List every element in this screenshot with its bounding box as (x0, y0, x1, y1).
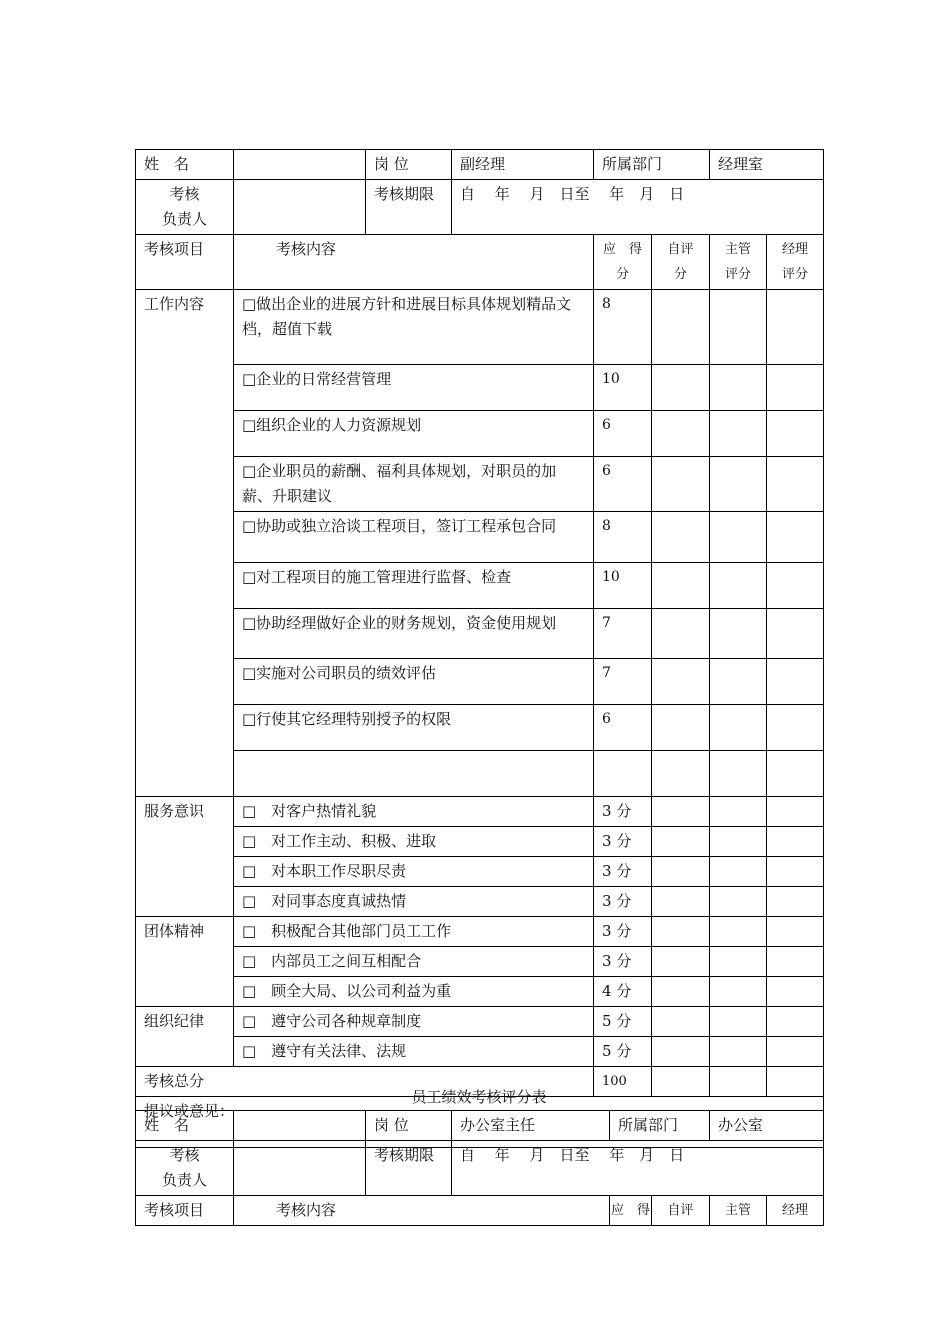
period-label: 考核期限 (366, 180, 452, 235)
manager-score-cell[interactable] (767, 609, 824, 659)
manager-score-cell[interactable] (767, 457, 824, 512)
service-item-score: 3 分 (594, 887, 652, 917)
supervisor-score-cell[interactable] (710, 563, 767, 609)
column-header-manager-line2: 评分 (782, 267, 809, 282)
manager-score-cell[interactable] (767, 705, 824, 751)
supervisor-score-cell[interactable] (710, 827, 767, 857)
column-header-content: 考核内容 (234, 235, 594, 290)
team-item-text: □ 顾全大局、以公司利益为重 (234, 977, 594, 1007)
department-label: 所属部门 (594, 150, 710, 180)
manager-score-cell[interactable] (767, 797, 824, 827)
department-value: 办公室 (710, 1111, 824, 1141)
work-item-score: 8 (594, 512, 652, 563)
column-header-supervisor-line1: 主管 (725, 242, 752, 257)
service-item-score: 3 分 (594, 827, 652, 857)
position-value: 副经理 (452, 150, 594, 180)
discipline-item-score: 5 分 (594, 1037, 652, 1067)
manager-score-cell[interactable] (767, 365, 824, 411)
column-header-self-line2: 分 (674, 267, 688, 282)
manager-score-cell[interactable] (767, 917, 824, 947)
period-value: 自 年 月 日至 年 月 日 (452, 180, 824, 235)
suggestion-label: 提议或意见： (144, 1102, 235, 1120)
category-work: 工作内容 (136, 290, 234, 797)
column-header-item: 考核项目 (136, 235, 234, 290)
supervisor-score-cell[interactable] (710, 457, 767, 512)
manager-score-cell[interactable] (767, 563, 824, 609)
category-discipline: 组织纪律 (136, 1007, 234, 1067)
work-item-score: 10 (594, 365, 652, 411)
column-header-supervisor (710, 235, 767, 290)
self-score-cell[interactable] (652, 887, 710, 917)
manager-score-cell[interactable] (767, 659, 824, 705)
manager-score-cell[interactable] (767, 411, 824, 457)
department-value: 经理室 (710, 150, 824, 180)
supervisor-score-cell[interactable] (710, 857, 767, 887)
reviewer-value-cell[interactable] (234, 180, 366, 235)
supervisor-score-cell[interactable] (710, 751, 767, 797)
column-header-self: 自评 (652, 1196, 710, 1226)
supervisor-score-cell[interactable] (710, 365, 767, 411)
work-item-score: 10 (594, 563, 652, 609)
self-score-cell[interactable] (652, 290, 710, 365)
service-item-text: □ 对本职工作尽职尽责 (234, 857, 594, 887)
reviewer-label-line2: 负责人 (161, 210, 207, 228)
self-score-cell[interactable] (652, 609, 710, 659)
self-score-cell[interactable] (652, 751, 710, 797)
column-header-manager-line1: 经理 (782, 242, 809, 257)
manager-score-cell[interactable] (767, 751, 824, 797)
supervisor-score-cell[interactable] (710, 512, 767, 563)
manager-score-cell[interactable] (767, 1007, 824, 1037)
department-label: 所属部门 (610, 1111, 710, 1141)
work-item-text: □实施对公司职员的绩效评估 (234, 659, 594, 705)
supervisor-score-cell[interactable] (710, 290, 767, 365)
name-value-cell[interactable] (234, 150, 366, 180)
team-item-score: 4 分 (594, 977, 652, 1007)
service-item-text: □ 对同事态度真诚热情 (234, 887, 594, 917)
column-header-expected-line2: 分 (616, 267, 630, 282)
team-item-text: □ 积极配合其他部门员工工作 (234, 917, 594, 947)
service-item-score: 3 分 (594, 857, 652, 887)
service-item-score: 3 分 (594, 797, 652, 827)
column-header-manager: 经理 (767, 1196, 824, 1226)
name-label: 姓 名 (136, 150, 234, 180)
evaluation-form-1 (135, 149, 824, 1148)
supervisor-score-cell[interactable] (710, 705, 767, 751)
work-item-text: □协助或独立洽谈工程项目，签订工程承包合同 (234, 512, 594, 563)
work-item-score-empty[interactable] (594, 751, 652, 797)
manager-score-cell[interactable] (767, 887, 824, 917)
supervisor-score-cell[interactable] (710, 609, 767, 659)
work-item-text: □协助经理做好企业的财务规划，资金使用规划 (234, 609, 594, 659)
self-score-cell[interactable] (652, 1037, 710, 1067)
column-header-self (652, 235, 710, 290)
supervisor-score-cell[interactable] (710, 887, 767, 917)
total-value: 100 (594, 1067, 652, 1097)
manager-score-cell[interactable] (767, 977, 824, 1007)
supervisor-score-cell[interactable] (710, 659, 767, 705)
manager-score-cell[interactable] (767, 857, 824, 887)
work-item-score: 6 (594, 705, 652, 751)
self-score-cell[interactable] (652, 457, 710, 512)
form-title: 员工绩效考核评分表 (411, 1088, 547, 1106)
column-header-content: 考核内容 (234, 1196, 610, 1226)
period-value: 自 年 月 日至 年 月 日 (452, 1141, 824, 1196)
team-item-text: □ 内部员工之间互相配合 (234, 947, 594, 977)
self-score-cell[interactable] (652, 1007, 710, 1037)
manager-score-cell[interactable] (767, 512, 824, 563)
self-score-cell[interactable] (652, 659, 710, 705)
position-value: 办公室主任 (452, 1111, 610, 1141)
self-score-cell[interactable] (652, 512, 710, 563)
position-label: 岗 位 (366, 150, 452, 180)
manager-score-cell[interactable] (767, 947, 824, 977)
column-header-expected-line1: 应 得 (603, 242, 643, 257)
self-score-cell[interactable] (652, 705, 710, 751)
supervisor-score-cell[interactable] (710, 1007, 767, 1037)
work-item-text: □企业职员的薪酬、福利具体规划，对职员的加薪、升职建议 (234, 457, 594, 512)
column-header-expected (594, 235, 652, 290)
reviewer-label (136, 1141, 234, 1196)
supervisor-score-cell[interactable] (710, 977, 767, 1007)
category-team: 团体精神 (136, 917, 234, 1007)
team-item-score: 3 分 (594, 947, 652, 977)
manager-score-cell[interactable] (767, 1037, 824, 1067)
work-item-score: 7 (594, 659, 652, 705)
self-score-cell[interactable] (652, 917, 710, 947)
column-header-expected: 应 得 (610, 1196, 652, 1226)
period-label: 考核期限 (366, 1141, 452, 1196)
self-score-cell[interactable] (652, 411, 710, 457)
reviewer-label-line2: 负责人 (161, 1171, 207, 1189)
total-label: 考核总分 (136, 1067, 594, 1097)
self-score-cell[interactable] (652, 947, 710, 977)
self-score-cell[interactable] (652, 857, 710, 887)
discipline-item-score: 5 分 (594, 1007, 652, 1037)
manager-score-cell[interactable] (767, 827, 824, 857)
evaluation-form-2 (135, 1110, 824, 1226)
manager-score-cell[interactable] (767, 290, 824, 365)
service-item-text: □ 对客户热情礼貌 (234, 797, 594, 827)
reviewer-value-cell[interactable] (234, 1141, 366, 1196)
supervisor-score-cell[interactable] (710, 797, 767, 827)
self-score-cell[interactable] (652, 977, 710, 1007)
work-item-text: □行使其它经理特别授予的权限 (234, 705, 594, 751)
discipline-item-text: □ 遵守公司各种规章制度 (234, 1007, 594, 1037)
work-item-text: □做出企业的进展方针和进展目标具体规划精品文档，超值下载 (234, 290, 594, 365)
name-label: 姓 名 (136, 1111, 234, 1141)
work-item-score: 8 (594, 290, 652, 365)
column-header-manager (767, 235, 824, 290)
supervisor-score-cell[interactable] (710, 411, 767, 457)
column-header-supervisor-line2: 评分 (725, 267, 752, 282)
discipline-item-text: □ 遵守有关法律、法规 (234, 1037, 594, 1067)
position-label: 岗 位 (366, 1111, 452, 1141)
service-item-text: □ 对工作主动、积极、进取 (234, 827, 594, 857)
work-item-score: 6 (594, 411, 652, 457)
work-item-text: □组织企业的人力资源规划 (234, 411, 594, 457)
supervisor-score-cell[interactable] (710, 947, 767, 977)
team-item-score: 3 分 (594, 917, 652, 947)
work-item-score: 7 (594, 609, 652, 659)
name-value-cell[interactable] (234, 1111, 366, 1141)
column-header-self-line1: 自评 (667, 242, 694, 257)
supervisor-score-cell[interactable] (710, 917, 767, 947)
category-service: 服务意识 (136, 797, 234, 917)
work-item-text: □企业的日常经营管理 (234, 365, 594, 411)
self-score-cell[interactable] (652, 827, 710, 857)
column-header-supervisor: 主管 (710, 1196, 767, 1226)
reviewer-label-line1: 考核 (169, 185, 200, 203)
work-item-text: □对工程项目的施工管理进行监督、检查 (234, 563, 594, 609)
reviewer-label (136, 180, 234, 235)
column-header-item: 考核项目 (136, 1196, 234, 1226)
self-score-cell[interactable] (652, 563, 710, 609)
work-item-score: 6 (594, 457, 652, 512)
supervisor-score-cell[interactable] (710, 1037, 767, 1067)
self-score-cell[interactable] (652, 797, 710, 827)
reviewer-label-line1: 考核 (169, 1146, 200, 1164)
self-score-cell[interactable] (652, 365, 710, 411)
work-item-empty[interactable] (234, 751, 594, 797)
